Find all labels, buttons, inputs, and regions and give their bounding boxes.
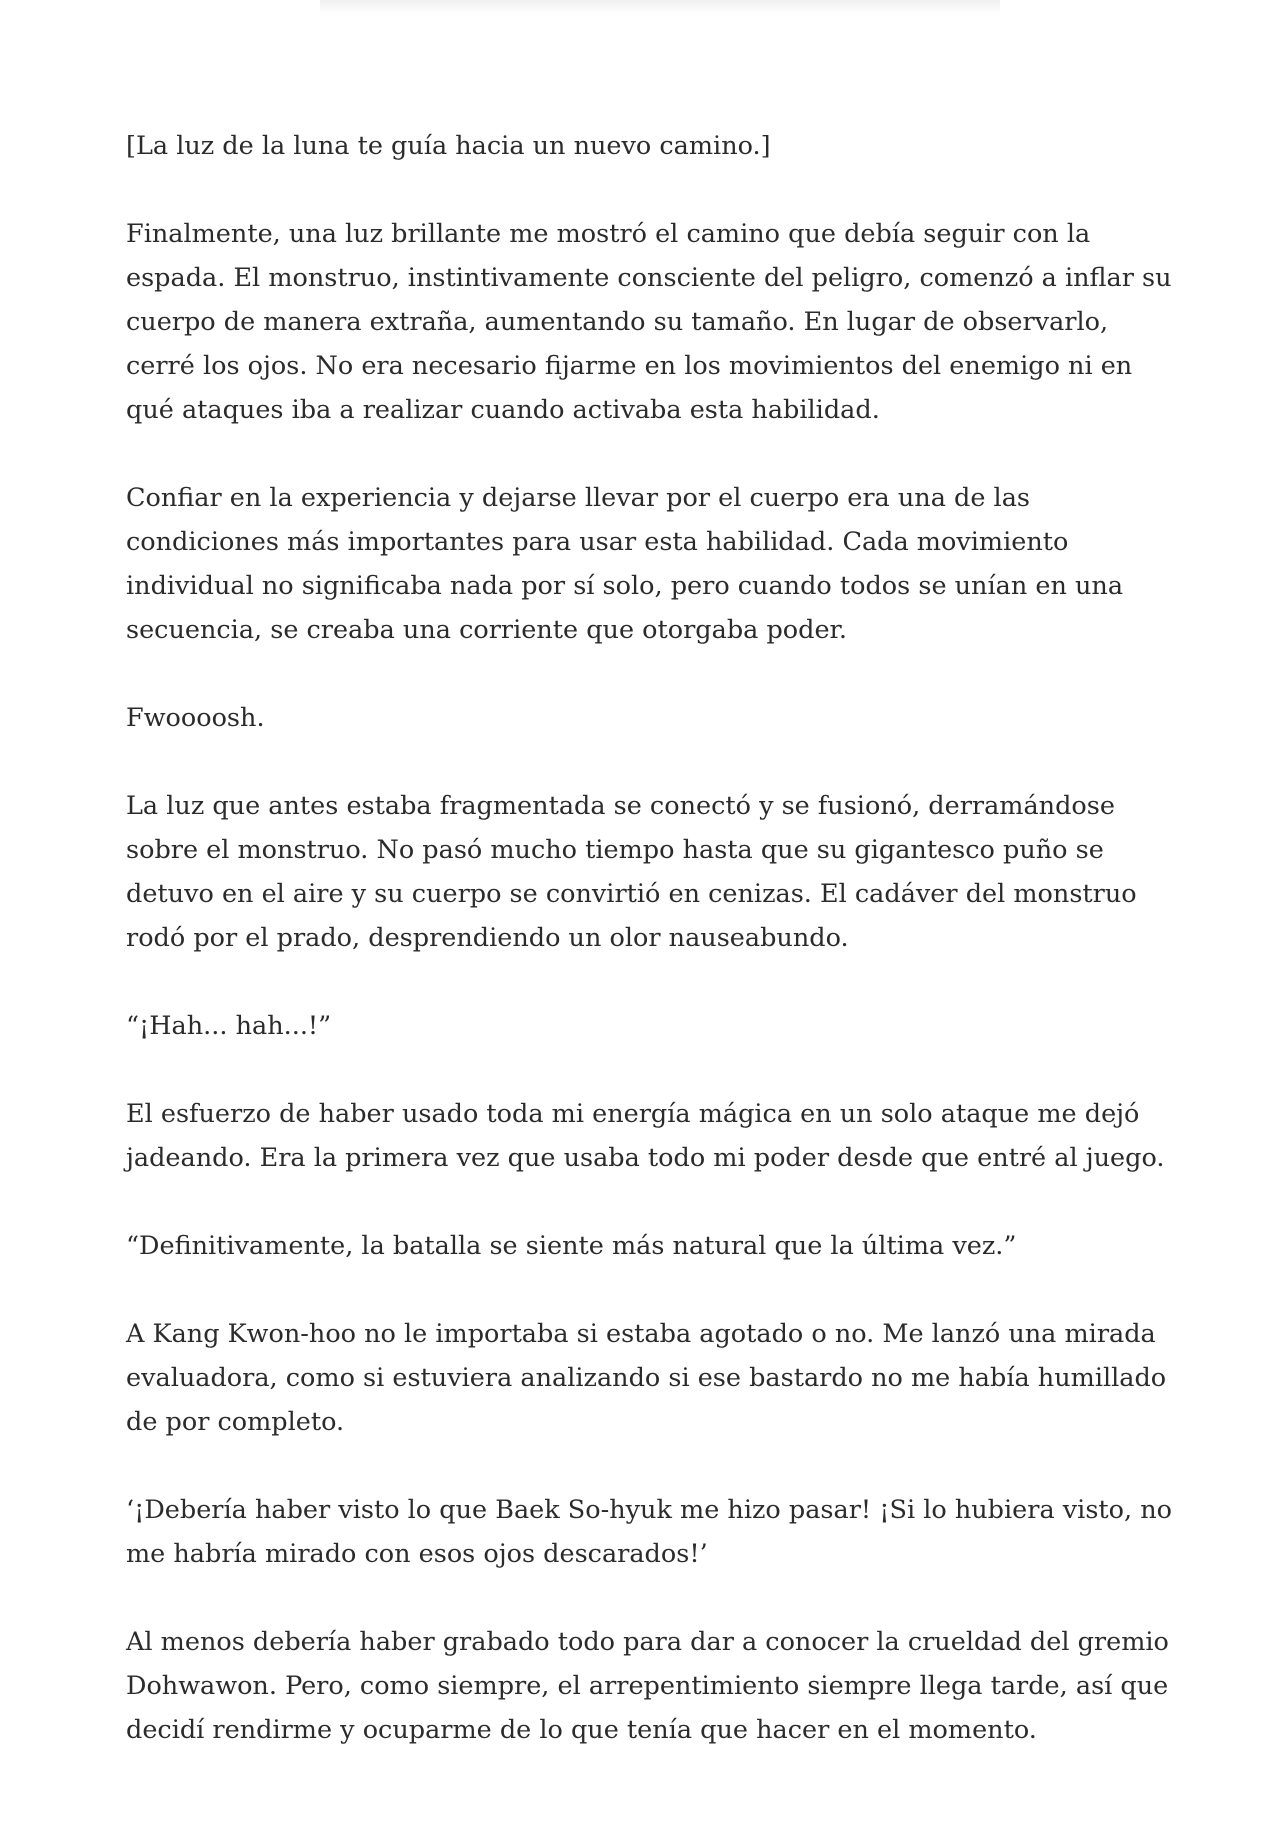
paragraph-sound-effect: Fwoooosh. — [126, 703, 265, 733]
paragraph-dialogue: “Definitivamente, la batalla se siente más natural que la última vez.” — [126, 1231, 1017, 1261]
paragraph: La luz que antes estaba fragmentada se conectó y se fusionó, derramándose sobre el monstruo. No pasó mucho tiempo hasta que su gigantesco puño se detuvo en el aire y su cuerpo se convirtió en cenizas. El cadáver del monstruo rodó por el prado, desprendiendo un olor nauseabundo. — [126, 791, 1137, 953]
paragraph: Al menos debería haber grabado todo para dar a conocer la crueldad del gremio Dohwawon. Pero, como siempre, el arrepentimiento siempre llega tarde, así que decidí rendirme y ocuparme de lo que tenía que hacer en el momento. — [126, 1627, 1169, 1745]
paragraph: El esfuerzo de haber usado toda mi energía mágica en un solo ataque me dejó jadeando. Era la primera vez que usaba todo mi poder desde que entré al juego. — [126, 1099, 1165, 1173]
paragraph: Confiar en la experiencia y dejarse llevar por el cuerpo era una de las condiciones más importantes para usar esta habilidad. Cada movimiento individual no significaba nada por sí solo, pero cuando todos se unían en una secuencia, se creaba una corriente que otorgaba poder. — [126, 483, 1124, 645]
paragraph-thought: ‘¡Debería haber visto lo que Baek So-hyuk me hizo pasar! ¡Si lo hubiera visto, no me habría mirado con esos ojos descarados!’ — [126, 1495, 1172, 1569]
paragraph-system-message: [La luz de la luna te guía hacia un nuevo camino.] — [126, 131, 771, 161]
chapter-text — [126, 124, 1178, 1796]
top-edge-shadow — [320, 0, 1000, 14]
paragraph: Finalmente, una luz brillante me mostró el camino que debía seguir con la espada. El monstruo, instintivamente consciente del peligro, comenzó a inflar su cuerpo de manera extraña, aumentando su tamaño. En lugar de observarlo, cerré los ojos. No era necesario fijarme en los movimientos del enemigo ni en qué ataques iba a realizar cuando activaba esta habilidad. — [126, 219, 1172, 425]
paragraph-dialogue: “¡Hah... hah...!” — [126, 1011, 332, 1041]
paragraph: A Kang Kwon-hoo no le importaba si estaba agotado o no. Me lanzó una mirada evaluadora, como si estuviera analizando si ese bastardo no me había humillado de por completo. — [126, 1319, 1167, 1437]
